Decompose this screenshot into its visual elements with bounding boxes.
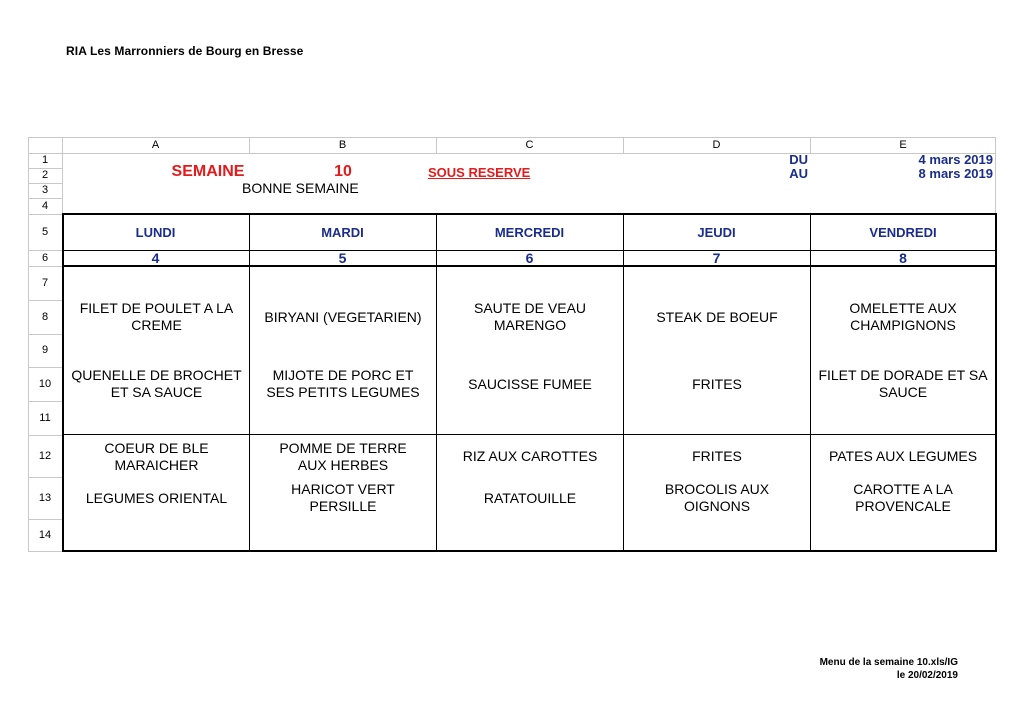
date-to-label: AU [789,165,808,181]
row-number[interactable]: 13 [38,491,52,504]
menu-item-side: RIZ AUX CAROTTES [462,448,598,464]
week-number: 10 [334,162,352,180]
column-header-c[interactable]: C [525,138,534,151]
menu-item-main: FILET DE POULET A LA CREME [79,300,234,333]
row-number[interactable]: 12 [38,449,52,462]
row-number[interactable]: 10 [38,377,52,390]
date-to-value: 8 mars 2019 [918,165,993,181]
menu-item-side: HARICOT VERT PERSILLE [291,481,395,514]
greeting: BONNE SEMAINE [242,180,359,196]
menu-item-alt: SAUCISSE FUMEE [468,375,592,392]
column-header-e[interactable]: E [899,138,907,151]
row-number[interactable]: 1 [41,154,49,166]
row-number[interactable]: 3 [41,184,49,196]
row-number[interactable]: 8 [41,310,49,323]
menu-item-side: CAROTTE A LA PROVENCALE [853,481,953,514]
footer-filename: Menu de la semaine 10.xls/IG [819,657,958,668]
day-number: 5 [338,250,347,266]
row-number[interactable]: 7 [41,276,49,289]
day-header-thursday: JEUDI [697,224,736,240]
menu-item-side: PATES AUX LEGUMES [828,448,978,464]
page-title: RIA Les Marronniers de Bourg en Bresse [66,44,304,58]
menu-item-side: RATATOUILLE [483,489,577,506]
day-number: 8 [899,250,907,266]
menu-item-side: LEGUMES ORIENTAL [85,489,228,506]
menu-item-main: BIRYANI (VEGETARIEN) [264,308,422,325]
menu-item-side: POMME DE TERRE AUX HERBES [279,439,407,473]
menu-item-alt: MIJOTE DE PORC ET SES PETITS LEGUMES [266,367,420,400]
menu-item-main: SAUTE DE VEAU MARENGO [473,300,587,333]
menu-item-side: BROCOLIS AUX OIGNONS [664,481,770,514]
reserve-note: SOUS RESERVE [428,164,531,180]
footer-date: le 20/02/2019 [896,670,958,681]
day-header-friday: VENDREDI [869,224,937,240]
row-number[interactable]: 11 [39,411,51,424]
menu-item-alt: FRITES [692,375,742,392]
menu-item-main: STEAK DE BOEUF [656,308,778,325]
day-header-wednesday: MERCREDI [494,224,565,240]
column-header-b[interactable]: B [338,138,347,151]
column-header-d[interactable]: D [712,138,721,151]
row-number[interactable]: 6 [41,251,49,264]
date-from-label: DU [789,151,808,167]
menu-item-main: OMELETTE AUX CHAMPIGNONS [849,300,957,333]
row-number[interactable]: 2 [41,169,49,181]
date-from-value: 4 mars 2019 [918,151,993,167]
column-header-a[interactable]: A [151,138,160,151]
row-number[interactable]: 14 [38,529,52,541]
row-number[interactable]: 4 [41,199,49,212]
spreadsheet [28,137,996,552]
row-number[interactable]: 9 [41,344,49,356]
day-number: 7 [712,250,721,266]
day-header-monday: LUNDI [135,224,176,240]
row-number[interactable]: 5 [41,225,49,238]
day-number: 6 [525,250,534,266]
menu-item-alt: FILET DE DORADE ET SA SAUCE [818,367,988,400]
menu-item-alt: QUENELLE DE BROCHET ET SA SAUCE [71,367,242,400]
menu-item-side: FRITES [692,448,742,464]
day-header-tuesday: MARDI [321,224,364,240]
menu-item-side: COEUR DE BLE MARAICHER [104,439,209,473]
day-number: 4 [151,250,160,266]
week-label: SEMAINE [171,162,245,180]
